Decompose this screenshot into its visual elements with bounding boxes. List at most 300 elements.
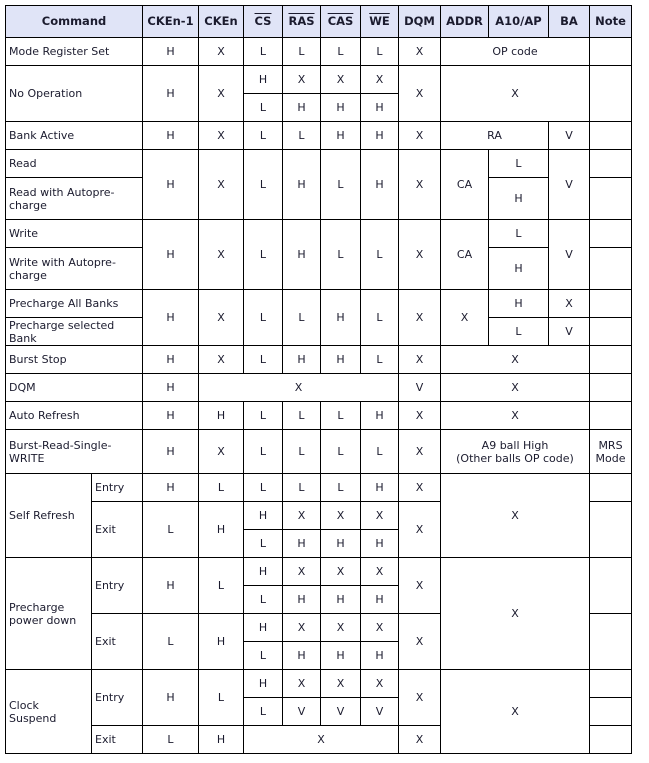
table-cell [244,94,283,122]
table-cell-text: X [415,445,424,458]
table-cell [361,38,399,66]
table-cell-text: L [337,178,344,191]
note-cell [590,66,632,122]
table-cell-text: X [375,621,384,634]
table-cell-text: H [258,509,268,522]
table-cell [92,558,143,614]
table-cell [321,614,361,642]
header-row [6,6,632,38]
table-cell-text: X [317,733,325,746]
table-cell-text: H [216,523,226,536]
table-cell-text: H [216,409,226,422]
table-cell-text: H [258,621,268,634]
table-cell [321,150,361,220]
table-cell-text: H [258,677,268,690]
table-cell-text: V [297,705,306,718]
table-cell-text: H [375,129,384,142]
table-cell [143,290,199,346]
table-cell-text: X [336,73,345,86]
table-cell [143,430,199,474]
table-cell [361,698,399,726]
table-cell-text: X [415,481,424,494]
table-cell-text: L [337,45,344,58]
table-cell-text: L [259,101,267,114]
table-cell-text: L [515,157,522,170]
table-cell [399,670,441,726]
table-cell-text: L [259,248,267,261]
table-cell [6,430,143,474]
table-row [6,290,632,318]
table-cell [283,402,321,430]
table-cell-text: H [166,445,175,458]
column-header-text: CKEn-1 [147,14,194,28]
table-cell-text: L [376,45,383,58]
column-header-text: BA [560,14,578,28]
table-cell-text: H [336,129,345,142]
table-row [6,122,632,150]
table-cell [399,614,441,670]
column-header-text: A10/AP [495,14,542,28]
table-cell [199,66,244,122]
table-row [6,430,632,474]
table-cell [361,670,399,698]
column-header [283,6,321,38]
table-cell-text: L [259,45,267,58]
note-cell [590,150,632,178]
table-cell-text: RA [487,129,502,142]
table-cell-text: L [167,733,174,746]
note-cell [590,502,632,558]
table-cell-text: L [167,635,174,648]
table-cell [399,220,441,290]
table-cell [199,430,244,474]
table-cell [283,614,321,642]
table-cell [399,122,441,150]
table-cell [92,474,143,502]
table-cell [321,586,361,614]
table-cell [244,614,283,642]
table-cell [143,402,199,430]
table-cell-text: X [415,311,424,324]
table-cell [549,150,590,220]
table-cell-text: X [415,248,424,261]
table-cell [399,402,441,430]
table-cell-text: L [167,523,174,536]
table-cell-text: V [336,705,345,718]
table-cell [199,150,244,220]
table-cell-text: DQM [9,381,36,394]
table-cell [143,346,199,374]
table-cell-text: L [259,705,267,718]
table-row [6,374,632,402]
table-cell [283,94,321,122]
table-cell [92,726,143,754]
table-cell [6,558,92,670]
table-cell [199,558,244,614]
table-cell-text: L [337,481,344,494]
table-cell-text: X [217,129,225,142]
table-cell-text: V [565,178,573,191]
table-cell [361,614,399,642]
table-cell-text: L [259,353,267,366]
table-row [6,474,632,502]
table-cell [361,402,399,430]
table-cell [6,402,143,430]
table-cell-text: Entry [95,481,125,494]
table-cell-text: X [375,509,384,522]
table-cell-text: Read with Autopre-charge [9,185,115,212]
table-cell-text: X [415,409,424,422]
table-cell-text: Exit [95,635,116,648]
table-cell-text: X [415,579,424,592]
table-cell-text: L [259,537,267,550]
table-cell-text: H [166,381,175,394]
table-cell-text: Auto Refresh [9,409,80,422]
note-cell [590,670,632,698]
table-cell [244,38,283,66]
table-cell [361,558,399,586]
table-cell [92,670,143,726]
table-cell [199,670,244,726]
table-cell [441,150,489,220]
table-cell-text: L [376,311,383,324]
table-cell-text: X [217,87,225,100]
column-header-text: $\overline{CAS}$ [327,14,354,28]
table-cell [6,220,143,248]
table-cell [6,346,143,374]
table-cell [361,66,399,94]
table-cell [361,122,399,150]
note-cell [590,558,632,614]
table-cell [244,122,283,150]
note-cell [590,318,632,346]
table-cell-text: L [298,481,305,494]
table-cell [361,530,399,558]
note-cell [590,290,632,318]
table-cell [489,220,549,248]
table-cell-text: X [511,381,519,394]
table-cell-text: X [217,45,225,58]
table-cell [441,346,590,374]
table-cell-text: L [337,409,344,422]
table-cell [441,430,590,474]
table-cell-text: Entry [95,579,125,592]
column-header [590,6,632,38]
table-cell-text: Mode Register Set [9,45,110,58]
table-cell [489,150,549,178]
table-cell [6,66,143,122]
table-cell-text: MRS Mode [595,438,626,465]
table-cell [244,530,283,558]
table-cell [143,558,199,614]
table-cell [549,290,590,318]
table-cell [244,430,283,474]
table-row [6,670,632,698]
table-cell [6,290,143,318]
table-cell-text: V [565,325,573,338]
column-header-text: $\overline{CS}$ [254,14,272,28]
table-cell [399,430,441,474]
table-cell-text: Write with Autopre-charge [9,255,116,282]
table-cell [143,726,199,754]
table-cell-text: X [297,509,306,522]
table-cell [321,502,361,530]
table-cell [321,430,361,474]
table-cell [244,346,283,374]
table-cell-text: X [336,565,345,578]
table-cell [244,220,283,290]
table-cell [283,430,321,474]
table-cell-text: Write [9,227,39,240]
table-cell-text: V [565,129,573,142]
table-cell-text: H [297,593,306,606]
table-cell-text: H [336,353,345,366]
table-cell [361,474,399,502]
note-cell [590,614,632,670]
table-cell [399,558,441,614]
table-body [6,38,632,754]
table-cell [283,122,321,150]
table-cell-text: X [415,87,424,100]
column-header [321,6,361,38]
table-cell [283,642,321,670]
table-cell-text: Precharge power down [9,600,77,627]
column-header [399,6,441,38]
table-cell-text: Entry [95,691,125,704]
table-cell-text: H [514,262,523,275]
table-cell-text: H [166,409,175,422]
table-cell [244,586,283,614]
table-cell [283,698,321,726]
table-cell-text: H [297,101,306,114]
table-cell [283,502,321,530]
table-cell-text: X [415,178,424,191]
table-cell [199,38,244,66]
table-cell [244,726,399,754]
table-cell-text: H [166,691,175,704]
table-cell-text: X [511,705,519,718]
table-cell [321,558,361,586]
table-cell-text: X [217,248,225,261]
table-cell-text: Clock Suspend [9,698,57,725]
table-cell-text: X [294,381,303,394]
table-cell [199,402,244,430]
table-cell [199,726,244,754]
table-cell-text: L [298,311,305,324]
table-cell-text: Bank Active [9,129,75,142]
table-cell-text: H [297,537,306,550]
table-cell-text: L [298,445,305,458]
table-cell [6,38,143,66]
table-cell [283,220,321,290]
table-cell [321,474,361,502]
table-cell-text: L [259,178,267,191]
table-cell-text: L [298,129,305,142]
note-cell [590,122,632,150]
table-cell-text: L [259,445,267,458]
table-cell-text: X [415,523,424,536]
table-cell-text: X [297,565,306,578]
table-cell [244,290,283,346]
table-cell-text: L [259,129,267,142]
table-cell-text: No Operation [9,87,83,100]
table-cell [590,430,632,474]
table-cell [399,290,441,346]
table-cell [6,670,92,754]
column-header [489,6,549,38]
table-cell-text: X [217,445,225,458]
table-cell-text: H [297,649,306,662]
table-cell-text: L [298,409,305,422]
table-cell-text: X [375,565,384,578]
table-cell [321,38,361,66]
table-cell [321,402,361,430]
table-cell [441,374,590,402]
table-cell [399,374,441,402]
table-cell-text: L [298,45,305,58]
table-cell-text: X [297,73,306,86]
table-cell-text: Burst Stop [9,353,67,366]
table-cell [399,150,441,220]
table-cell-text: L [337,445,344,458]
table-cell-text: L [259,593,267,606]
table-cell-text: X [297,677,306,690]
table-cell-text: Burst-Read-Single- WRITE [9,438,112,465]
table-cell [244,698,283,726]
table-cell-text: H [375,649,384,662]
table-cell [361,220,399,290]
table-cell-text: L [337,248,344,261]
table-cell-text: H [166,579,175,592]
column-header [549,6,590,38]
column-header-text: CKEn [204,14,238,28]
table-cell [361,346,399,374]
table-cell-text: CA [456,178,473,191]
table-cell [321,346,361,374]
table-cell [441,220,489,290]
note-cell [590,248,632,290]
table-cell [399,38,441,66]
table-cell-text: H [336,537,345,550]
table-cell-text: H [166,311,175,324]
table-cell [143,670,199,726]
table-cell [244,66,283,94]
table-cell-text: H [514,297,523,310]
table-cell [244,474,283,502]
table-cell-text: X [415,733,424,746]
table-cell [361,430,399,474]
table-cell-text: X [297,621,306,634]
note-cell [590,726,632,754]
table-cell-text: L [259,481,267,494]
table-cell [143,122,199,150]
table-cell [143,150,199,220]
table-cell-text: H [216,635,226,648]
table-cell-text: X [415,45,424,58]
table-cell [6,374,143,402]
table-cell-text: V [565,248,573,261]
table-cell [283,670,321,698]
table-cell [244,642,283,670]
table-cell [441,66,590,122]
table-cell [143,474,199,502]
table-cell-text: H [297,353,306,366]
column-header-text: DQM [404,14,435,28]
table-cell [6,318,143,346]
table-row [6,66,632,94]
table-cell-text: H [375,537,384,550]
table-cell-text: L [259,409,267,422]
table-cell [6,248,143,290]
table-cell-text: X [336,621,345,634]
table-cell-text: L [259,311,267,324]
table-cell [361,150,399,220]
table-cell [199,220,244,290]
table-cell [441,290,489,346]
table-cell [92,614,143,670]
table-cell-text: X [460,311,469,324]
table-cell-text: H [375,409,384,422]
table-cell [549,220,590,290]
table-cell [199,374,399,402]
table-cell-text: Exit [95,733,116,746]
table-cell [199,502,244,558]
table-cell [361,290,399,346]
table-cell-text: L [259,649,267,662]
table-cell-text: H [375,178,384,191]
table-cell-text: L [376,248,383,261]
note-cell [590,402,632,430]
table-cell [321,220,361,290]
table-row [6,346,632,374]
table-cell [441,402,590,430]
table-cell [399,726,441,754]
table-cell-text: L [376,353,383,366]
table-cell-text: H [166,45,175,58]
table-cell [441,474,590,558]
table-cell-text: L [217,691,225,704]
table-cell-text: H [336,101,345,114]
table-cell [321,66,361,94]
table-cell-text: H [166,178,175,191]
table-cell-text: X [511,353,519,366]
table-cell [441,38,590,66]
table-cell-text: X [415,353,424,366]
table-row [6,220,632,248]
table-cell [283,558,321,586]
table-cell [283,586,321,614]
table-cell [283,530,321,558]
table-cell [199,474,244,502]
table-cell-text: L [376,445,383,458]
table-cell-text: H [166,248,175,261]
table-cell-text: H [166,129,175,142]
table-cell [489,318,549,346]
note-cell [590,38,632,66]
table-cell-text: X [415,129,424,142]
table-cell-text: V [375,705,384,718]
table-cell-text: L [515,325,522,338]
table-cell [399,66,441,122]
table-cell-text: X [336,509,345,522]
note-cell [590,178,632,220]
table-cell-text: H [375,101,384,114]
table-cell [283,346,321,374]
table-cell-text: X [511,509,519,522]
table-cell [244,502,283,530]
table-cell-text: X [375,677,384,690]
table-cell [549,318,590,346]
